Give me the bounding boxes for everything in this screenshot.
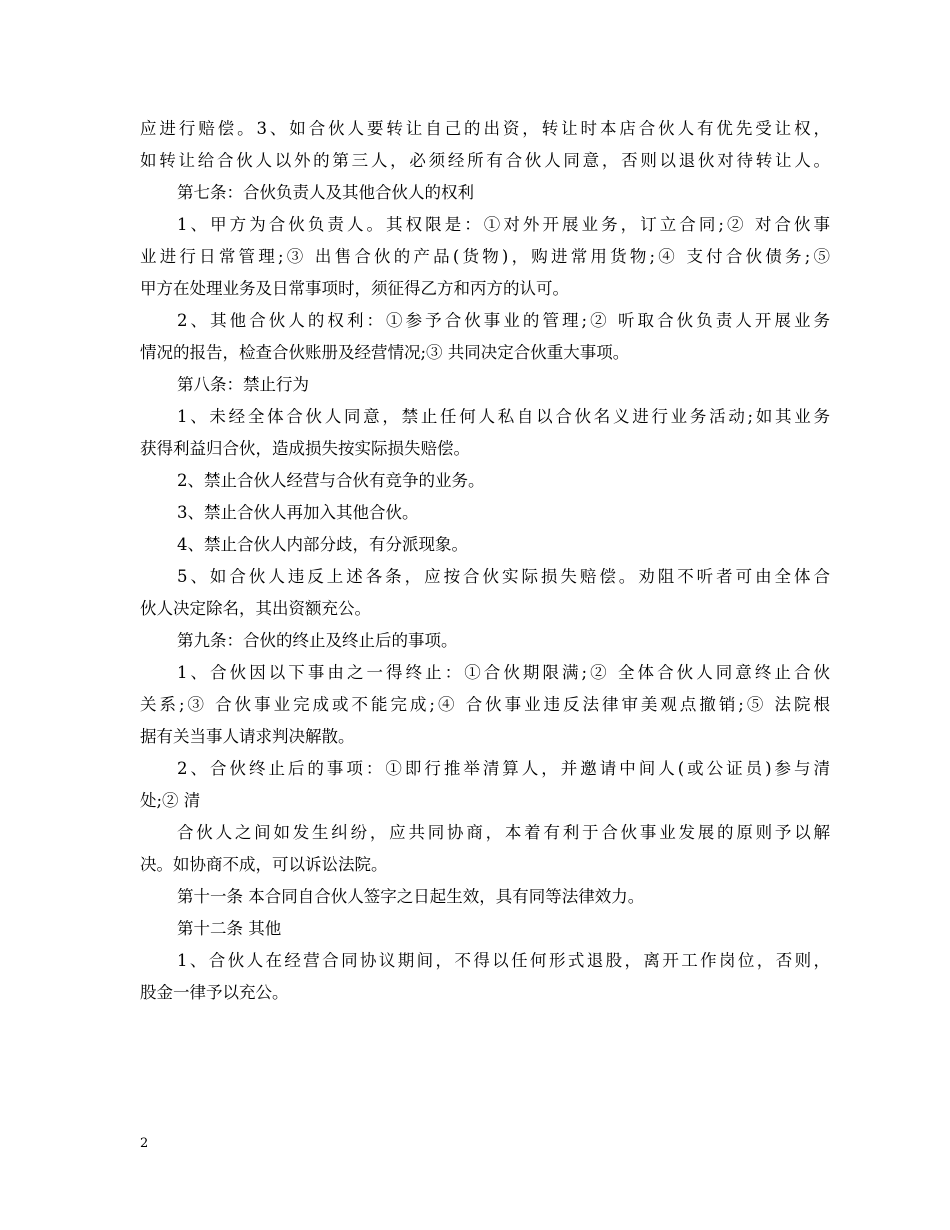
text-line: 据有关当事人请求判决解散。 (140, 727, 355, 746)
text-line: 甲方在处理业务及日常事项时，须征得乙方和丙方的认可。 (140, 279, 569, 298)
page-number: 2 (140, 1136, 149, 1151)
text-line: 伙人决定除名，其出资额充公。 (140, 599, 371, 618)
text-line: 3、禁止合伙人再加入其他合伙。 (177, 503, 419, 522)
text-line: 业进行日常管理;③ 出售合伙的产品(货物)，购进常用货物;④ 支付合伙债务;⑤ (140, 247, 830, 266)
text-line: 2、其他合伙人的权利：①参予合伙事业的管理;② 听取合伙负责人开展业务 (177, 311, 830, 330)
text-line: 应进行赔偿。3、如合伙人要转让自己的出资，转让时本店合伙人有优先受让权， (140, 119, 830, 138)
text-line: 处;② 清 (140, 791, 201, 810)
text-line: 4、禁止合伙人内部分歧，有分派现象。 (177, 535, 468, 554)
document-body (140, 113, 830, 1009)
text-line: 第九条：合伙的终止及终止后的事项。 (177, 631, 458, 650)
text-line: 第七条：合伙负责人及其他合伙人的权利 (177, 183, 474, 202)
text-line: 获得利益归合伙，造成损失按实际损失赔偿。 (140, 439, 470, 458)
text-line: 决。如协商不成，可以诉讼法院。 (140, 855, 388, 874)
text-line: 第八条：禁止行为 (177, 375, 309, 394)
text-line: 第十一条 本合同自合伙人签字之日起生效，具有同等法律效力。 (177, 887, 645, 906)
text-line: 5、如合伙人违反上述各条，应按合伙实际损失赔偿。劝阻不听者可由全体合 (177, 567, 830, 586)
text-line: 1、合伙因以下事由之一得终止：①合伙期限满;② 全体合伙人同意终止合伙 (177, 663, 830, 682)
text-line: 如转让给合伙人以外的第三人，必须经所有合伙人同意，否则以退伙对待转让人。 (140, 151, 830, 170)
text-line: 2、合伙终止后的事项：①即行推举清算人，并邀请中间人(或公证员)参与清 (177, 759, 830, 778)
text-line: 合伙人之间如发生纠纷，应共同协商，本着有利于合伙事业发展的原则予以解 (177, 823, 830, 842)
text-line: 第十二条 其他 (177, 919, 282, 938)
text-line: 1、合伙人在经营合同协议期间，不得以任何形式退股，离开工作岗位，否则， (177, 951, 830, 970)
text-line: 情况的报告，检查合伙账册及经营情况;③ 共同决定合伙重大事项。 (140, 343, 630, 362)
text-line: 1、甲方为合伙负责人。其权限是：①对外开展业务，订立合同;② 对合伙事 (177, 215, 830, 234)
text-line: 2、禁止合伙人经营与合伙有竞争的业务。 (177, 471, 485, 490)
text-line: 关系;③ 合伙事业完成或不能完成;④ 合伙事业违反法律审美观点撤销;⑤ 法院根 (140, 695, 830, 714)
text-line: 股金一律予以充公。 (140, 983, 289, 1002)
text-line: 1、未经全体合伙人同意，禁止任何人私自以合伙名义进行业务活动;如其业务 (177, 407, 830, 426)
